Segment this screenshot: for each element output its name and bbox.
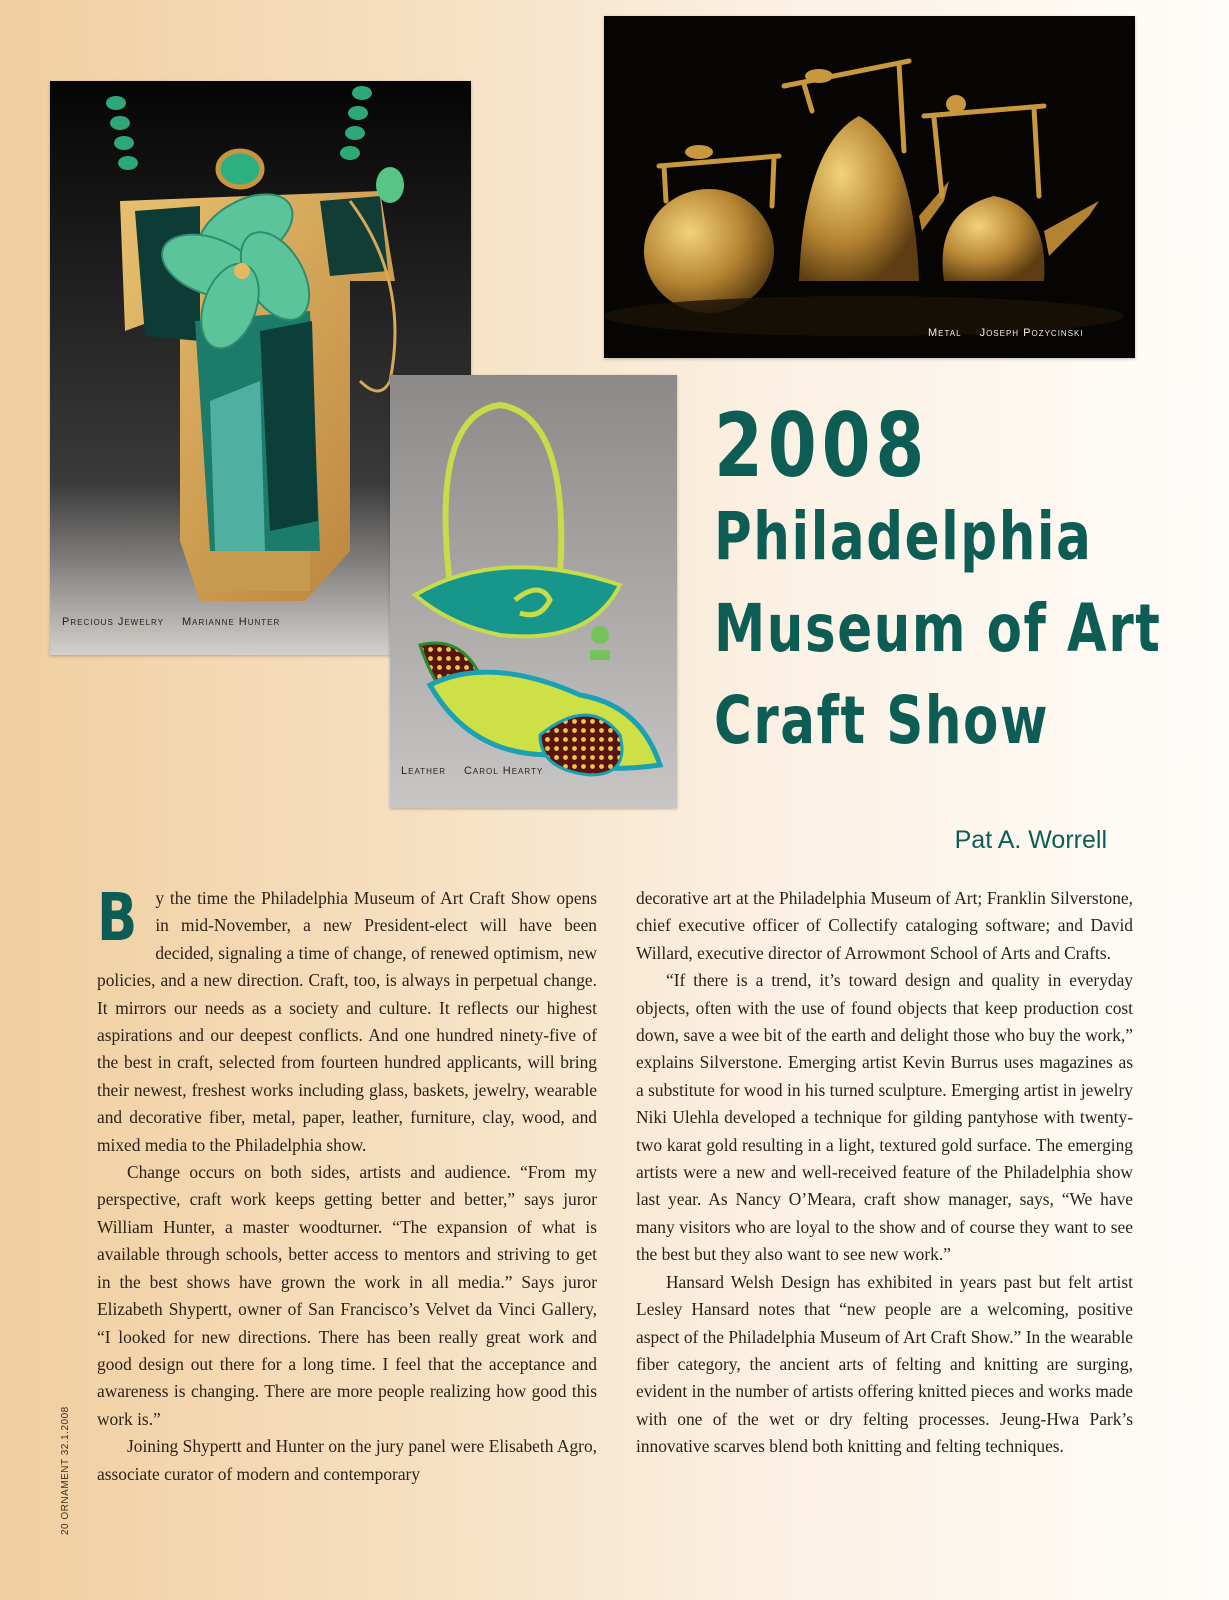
metal-caption-artist: Joseph Pozycinski xyxy=(979,327,1084,339)
leather-caption xyxy=(401,765,543,777)
title-line-3: Craft Show xyxy=(714,682,1050,759)
metal-teapots-image xyxy=(604,16,1135,358)
body-column-right xyxy=(636,885,1133,1461)
jewelry-caption xyxy=(62,616,280,628)
jewelry-caption-artist: Marianne Hunter xyxy=(181,616,281,628)
paragraph: decorative art at the Philadelphia Museum of Art; Franklin Silverstone, chief executive officer of Collectify cataloging software; and David Willard, executive director of Arrowmont School of Arts and Crafts. xyxy=(636,888,1133,963)
title-year: 2008 xyxy=(714,394,930,497)
photo-leather xyxy=(390,375,677,808)
metal-caption-category: Metal xyxy=(928,327,962,339)
paragraph xyxy=(97,879,597,1159)
photo-metal xyxy=(604,16,1135,358)
paragraph: Hansard Welsh Design has exhibited in years past but felt artist Lesley Hansard notes that “new people are a welcoming, positive aspect of the Philadelphia Museum of Art Craft Show.” In the wearable fiber category, the ancient arts of felting and knitting are surging, evident in the number of artists offering knitted pieces and works made with one of the wet or dry felting processes. Jeung-Hwa Park’s innovative scarves blend both knitting and felting techniques. xyxy=(636,1271,1133,1457)
body-column-left xyxy=(97,879,597,1488)
paragraph: Joining Shypertt and Hunter on the jury panel were Elisabeth Agro, associate curator of modern and contemporary xyxy=(97,1436,597,1484)
jewelry-caption-category: Precious Jewelry xyxy=(62,616,164,628)
metal-caption xyxy=(928,327,1084,339)
leather-bag-image xyxy=(390,375,677,808)
title-line-2: Museum of Art xyxy=(714,590,1162,667)
paragraph: “If there is a trend, it’s toward design and quality in everyday objects, often with the use of found objects that keep production cost down, save a wee bit of the earth and delight those who buy the work,” explains Silverstone. Emerging artist Kevin Burrus uses magazines as a substitute for wood in his turned sculpture. Emerging artist in jewelry Niki Ulehla developed a technique for gilding pantyhose with twenty-two karat gold resulting in a light, textured gold surface. The emerging artists were a new and well-received feature of the Philadelphia show last year. As Nancy O’Meara, craft show manager, says, “We have many visitors who are loyal to the show and of course they want to see the best but they also want to see new work.” xyxy=(636,970,1133,1265)
page-folio: 20 ORNAMENT 32.1.2008 xyxy=(60,1406,71,1535)
article-title xyxy=(714,394,1162,780)
paragraph: Change occurs on both sides, artists and audience. “From my perspective, craft work keeps getting better and better,” says juror William Hunter, a master woodturner. “The expansion of what is available through schools, better access to mentors and striving to get in the best shows have grown the work in all media.” Says juror Elizabeth Shypertt, owner of San Francisco’s Velvet da Vinci Gallery, “I looked for new directions. There has been really great work and good design out there for a long time. I feel that the acceptance and awareness is changing. There are more people realizing how good this work is.” xyxy=(97,1162,597,1429)
drop-cap: B xyxy=(97,879,138,956)
title-line-1: Philadelphia xyxy=(714,498,1093,575)
leather-caption-category: Leather xyxy=(401,765,446,777)
author-byline: Pat A. Worrell xyxy=(954,826,1107,854)
paragraph-text: y the time the Philadelphia Museum of Art Craft Show opens in mid-November, a new President-elect will have been decided, signaling a time of change, of renewed optimism, new policies, and a new direction. Craft, too, is always in perpetual change. It mirrors our needs as a society and culture. It reflects our highest aspirations and our deepest conflicts. And one hundred ninety-five of the best in craft, selected from fourteen hundred applicants, will bring their newest, freshest works including glass, baskets, jewelry, wearable and decorative fiber, metal, paper, leather, furniture, clay, wood, and mixed media to the Philadelphia show. xyxy=(97,888,597,1155)
leather-caption-artist: Carol Hearty xyxy=(463,765,544,777)
